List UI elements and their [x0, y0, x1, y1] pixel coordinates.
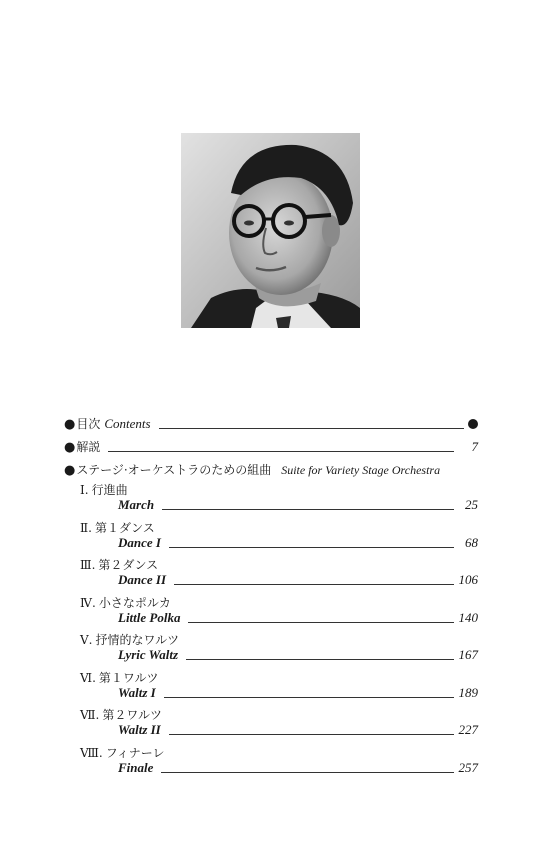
movement-numeral: Ⅶ.	[80, 708, 100, 722]
page-number: 25	[465, 497, 478, 512]
movement-title-en: Waltz I	[118, 684, 156, 700]
toc-row-commentary[interactable]	[64, 438, 478, 455]
movement-title-jp: 第２ダンス	[98, 558, 159, 572]
movement-title-jp: 抒情的なワルツ	[95, 633, 180, 647]
movement-entry[interactable]	[118, 535, 478, 551]
movement-entry[interactable]	[118, 497, 478, 513]
movement-title-en: Finale	[118, 759, 154, 775]
end-dot-icon	[468, 419, 478, 429]
leader-line	[186, 659, 454, 660]
suite-title-jp: ステージ·オーケストラのための組曲	[76, 463, 272, 477]
toc-row-suite	[64, 461, 484, 478]
movement-title-jp: 第１ダンス	[94, 520, 155, 535]
movement-heading	[80, 744, 165, 761]
movement-numeral: Ⅴ.	[80, 633, 93, 647]
movement-entry[interactable]	[118, 572, 478, 588]
movement-numeral: Ⅰ.	[80, 483, 89, 497]
movement-heading	[80, 556, 158, 573]
contents-title-jp: 目次	[76, 417, 101, 431]
movement-numeral: Ⅵ.	[80, 670, 96, 685]
movement-numeral: Ⅲ.	[80, 558, 96, 572]
movement-title-en: Lyric Waltz	[118, 647, 179, 662]
movement-title-en: Little Polka	[118, 609, 181, 625]
leader-line	[169, 547, 454, 548]
bullet-icon: ●	[64, 463, 76, 478]
leader-line	[161, 772, 454, 773]
movement-title-jp: 小さなポルカ	[98, 595, 171, 610]
movement-entry[interactable]	[118, 722, 478, 738]
page-number: 140	[458, 609, 478, 625]
leader-line	[169, 734, 454, 735]
movement-numeral: Ⅷ.	[80, 745, 103, 760]
movement-title-jp: 第２ワルツ	[102, 708, 162, 722]
movement-title-jp: 行進曲	[91, 483, 128, 497]
page-number: 167	[458, 647, 478, 662]
leader-line	[159, 428, 464, 429]
movement-heading	[80, 631, 179, 648]
toc-row-contents	[64, 415, 478, 432]
contents-title-en: Contents	[104, 416, 151, 431]
suite-title-en: Suite for Variety Stage Orchestra	[281, 463, 441, 477]
movement-title-en: Dance I	[118, 534, 161, 550]
leader-line	[162, 509, 454, 510]
movement-title-jp: 第１ワルツ	[98, 670, 159, 685]
movement-heading	[80, 706, 162, 723]
movement-entry[interactable]	[118, 760, 478, 776]
movement-heading	[80, 669, 159, 686]
page-number: 7	[471, 439, 478, 454]
movement-entry[interactable]	[118, 685, 478, 701]
page-number: 257	[458, 759, 478, 775]
page-number: 227	[458, 722, 478, 737]
leader-line	[188, 622, 454, 623]
leader-line	[174, 584, 454, 585]
movement-heading	[80, 519, 155, 536]
movement-numeral: Ⅳ.	[80, 595, 96, 610]
bullet-icon: ●	[64, 440, 76, 455]
commentary-label: 解説	[76, 440, 101, 454]
page-number: 106	[458, 572, 478, 587]
movement-entry[interactable]	[118, 610, 478, 626]
movement-title-en: Dance II	[118, 572, 167, 587]
movement-heading	[80, 594, 171, 611]
leader-line	[108, 451, 454, 452]
bullet-icon: ●	[64, 417, 76, 432]
movement-title-jp: フィナーレ	[105, 745, 165, 760]
movement-title-en: Waltz II	[118, 722, 161, 737]
movement-title-en: March	[118, 497, 155, 512]
page-number: 68	[465, 534, 478, 550]
movement-heading	[80, 481, 128, 498]
movement-numeral: Ⅱ.	[80, 520, 92, 535]
movement-entry[interactable]	[118, 647, 478, 663]
leader-line	[164, 697, 454, 698]
page-number: 189	[458, 684, 478, 700]
